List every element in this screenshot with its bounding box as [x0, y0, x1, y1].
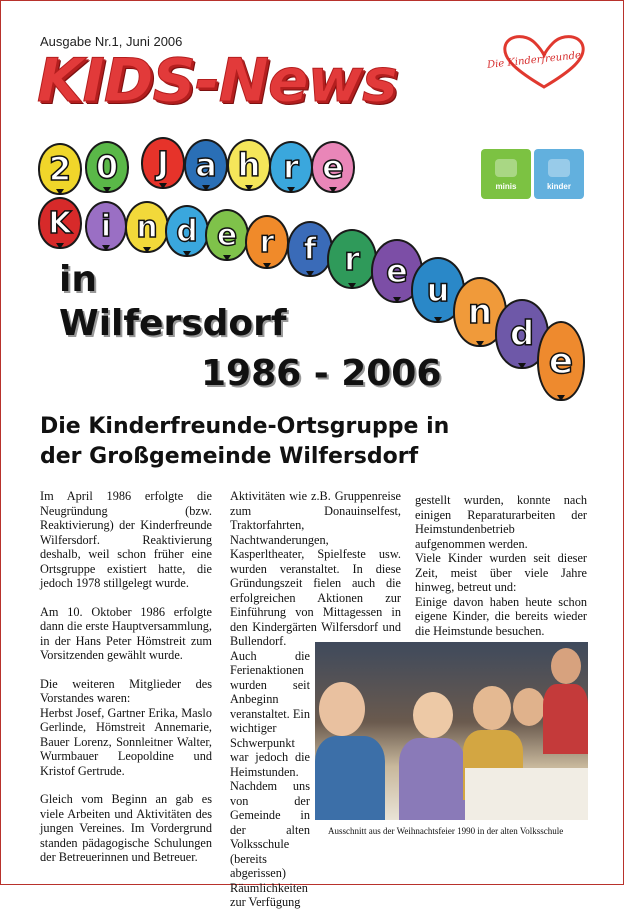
balloon: a [184, 139, 228, 191]
balloon: r [245, 215, 289, 269]
child-figure [551, 648, 581, 684]
paragraph: Herbst Josef, Gartner Erika, Maslo Gerlinde, Hömstreit Annemarie, Bauer Lorenz, Sonnleitner Walter, Wurmbauer Leopoldine und Kristof Gertrude. [40, 705, 212, 778]
paragraph: Aktivitäten wie z.B. Gruppenreise zum Donauinselfest, Traktorfahrten, Nachtwanderungen, Kasperltheater, Spielfeste usw. wurden veranstaltet. In diese Gründungszeit fielen auch die erfolgreichen Aktionen zur Einführung von Mittagessen in den Kindergärten Wilfersdorf und Bullendorf. [230, 489, 401, 648]
kinder-label: kinder [546, 182, 571, 191]
christmas-party-photo [315, 642, 588, 820]
balloon: u [411, 257, 465, 323]
balloon: h [227, 139, 271, 191]
balloon: i [85, 201, 127, 251]
child-figure [513, 688, 545, 726]
paragraph: Gleich vom Beginn an gab es viele Arbeiten und Aktivitäten des jungen Vereines. Im Vordergrund standen pädagogische Schulungen der Betreuerinnen und Betreuer. [40, 792, 212, 864]
paragraph: Einige davon haben heute schon eigene Kinder, die bereits wieder die Heimstunde besuchen. [415, 594, 587, 638]
child-figure [413, 692, 453, 738]
minis-icon [495, 159, 517, 177]
balloon: f [287, 221, 333, 277]
balloon: e [537, 321, 585, 401]
balloon: n [125, 201, 169, 253]
article-column-3 [415, 493, 587, 638]
article-column-1 [40, 489, 212, 879]
balloon: r [327, 229, 377, 289]
title-in: in [59, 259, 97, 300]
title-years: 1986 - 2006 [201, 353, 442, 394]
kinder-badge [534, 149, 584, 199]
balloon: 2 [38, 143, 82, 195]
paragraph: Im April 1986 erfolgte die Neugründung (bzw. Reaktivierung) der Kinderfreunde Wilfersdorf. Reaktivierung deshalb, weil schon früher eine Ortsgruppe existiert hatte, die jedoch 1978 stillgelegt wurde. [40, 489, 212, 590]
child-figure [319, 682, 365, 736]
balloon: K [38, 197, 82, 249]
minis-badge [481, 149, 531, 199]
table [465, 768, 588, 820]
minis-label: minis [495, 182, 517, 191]
child-figure [399, 738, 465, 820]
balloon: n [453, 277, 507, 347]
balloon: d [165, 205, 209, 257]
balloon: e [371, 239, 423, 303]
paragraph: Am 10. Oktober 1986 erfolgte dann die erste Hauptversammlung, in der Hans Peter Hömstreit zum Vorsitzenden gewählt wurde. [40, 604, 212, 662]
kinder-icon [548, 159, 570, 177]
balloon: d [495, 299, 549, 369]
child-figure [315, 736, 385, 820]
child-figure [473, 686, 511, 730]
photo-caption: Ausschnitt aus der Weihnachtsfeier 1990 in der alten Volksschule [328, 826, 564, 836]
paragraph: Auch die Ferienaktionen wurden seit Anbeginn veranstaltet. Ein wichtiger Schwerpunkt war jedoch die Heimstunden. Nachdem uns von der Gemeinde in der alten Volksschule (bereits abgerissen) Räumlichkeiten zur Verfügung [230, 648, 310, 909]
paragraph: Viele Kinder wurden seit dieser Zeit, meist über viele Jahre hinweg, betreut und: [415, 551, 587, 594]
edition-label: Ausgabe Nr.1, Juni 2006 [40, 34, 183, 49]
balloon: 0 [85, 141, 129, 193]
organization-logo: Die Kinderfreunde [486, 50, 582, 71]
child-figure [543, 684, 588, 754]
masthead-title: KIDS-News [37, 46, 397, 116]
balloon: r [269, 141, 313, 193]
balloon: e [205, 209, 249, 261]
balloon: e [311, 141, 355, 193]
article-headline: Die Kinderfreunde-Ortsgruppe in der Großgemeinde Wilfersdorf [40, 414, 450, 469]
paragraph: Die weiteren Mitglieder des Vorstandes waren: [40, 676, 212, 705]
paragraph: gestellt wurden, konnte nach einigen Reparaturarbeiten der Heimstundenbetrieb aufgenommen werden. [415, 493, 587, 551]
title-place: Wilfersdorf [59, 303, 287, 344]
balloon: J [141, 137, 185, 189]
